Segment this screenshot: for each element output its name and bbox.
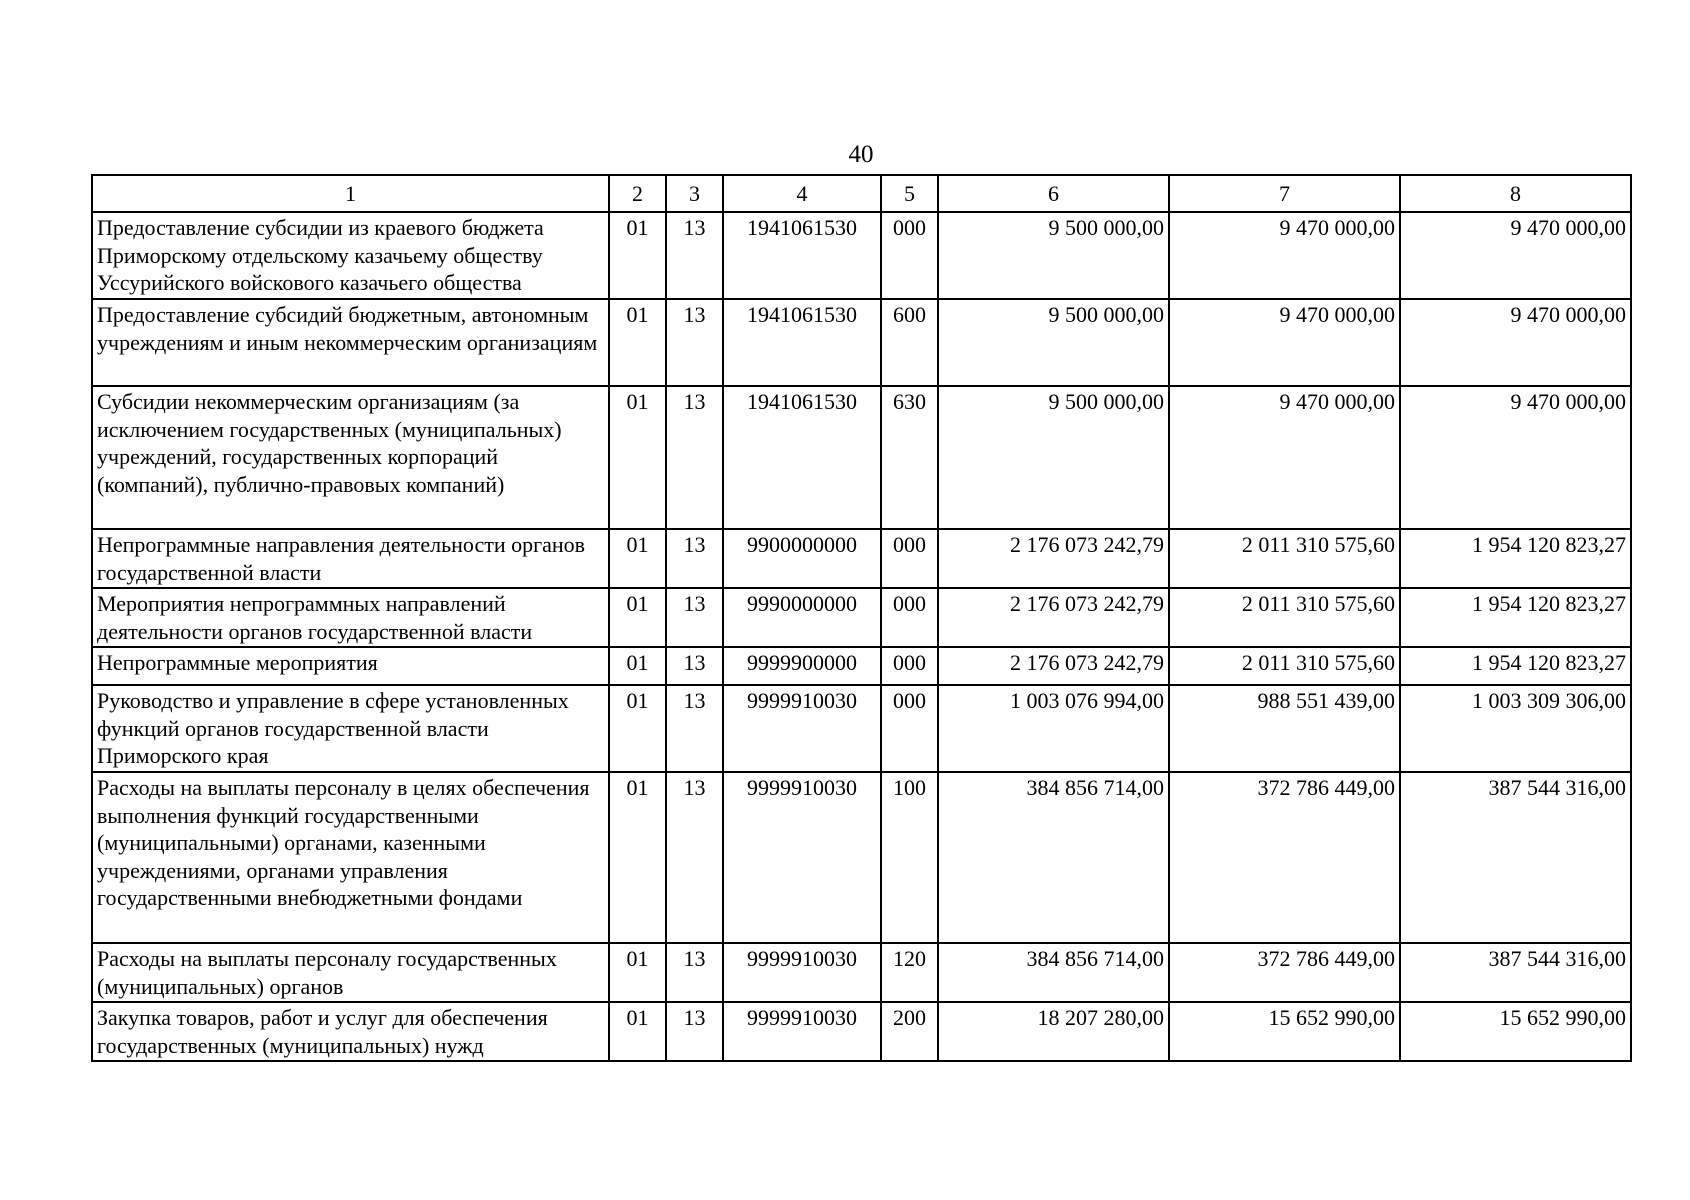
column-header-8: 8 (1400, 175, 1631, 212)
row-subsection-code: 13 (666, 772, 723, 943)
row-amount-6: 9 500 000,00 (938, 212, 1169, 299)
row-expense-type: 000 (881, 588, 938, 647)
column-header-2: 2 (609, 175, 666, 212)
row-amount-6: 384 856 714,00 (938, 943, 1169, 1002)
row-section-code: 01 (609, 685, 666, 772)
row-target-article: 9999910030 (723, 772, 881, 943)
row-amount-8: 9 470 000,00 (1400, 386, 1631, 529)
row-amount-6: 2 176 073 242,79 (938, 529, 1169, 588)
row-amount-7: 988 551 439,00 (1169, 685, 1400, 772)
row-amount-8: 1 954 120 823,27 (1400, 529, 1631, 588)
row-subsection-code: 13 (666, 685, 723, 772)
column-header-5: 5 (881, 175, 938, 212)
row-section-code: 01 (609, 588, 666, 647)
row-expense-type: 120 (881, 943, 938, 1002)
row-amount-7: 15 652 990,00 (1169, 1002, 1400, 1061)
row-amount-6: 9 500 000,00 (938, 386, 1169, 529)
column-header-1: 1 (92, 175, 609, 212)
table-row (92, 647, 1631, 685)
row-amount-6: 18 207 280,00 (938, 1002, 1169, 1061)
row-target-article: 1941061530 (723, 212, 881, 299)
row-name: Предоставление субсидий бюджетным, автономным учреждениям и иным некоммерческим организациям (92, 299, 609, 386)
row-expense-type: 100 (881, 772, 938, 943)
page-number: 40 (848, 141, 874, 168)
row-amount-7: 9 470 000,00 (1169, 212, 1400, 299)
table-row (92, 943, 1631, 1002)
row-expense-type: 600 (881, 299, 938, 386)
row-target-article: 9999910030 (723, 943, 881, 1002)
column-header-3: 3 (666, 175, 723, 212)
budget-table (91, 174, 1632, 1062)
table-row (92, 212, 1631, 299)
row-expense-type: 000 (881, 685, 938, 772)
row-section-code: 01 (609, 212, 666, 299)
row-amount-7: 372 786 449,00 (1169, 943, 1400, 1002)
row-amount-8: 1 954 120 823,27 (1400, 647, 1631, 685)
header-row (92, 175, 1631, 212)
row-amount-8: 15 652 990,00 (1400, 1002, 1631, 1061)
table-row (92, 1002, 1631, 1061)
row-subsection-code: 13 (666, 212, 723, 299)
row-subsection-code: 13 (666, 647, 723, 685)
table-header (92, 175, 1631, 212)
row-subsection-code: 13 (666, 943, 723, 1002)
row-expense-type: 000 (881, 529, 938, 588)
row-amount-7: 9 470 000,00 (1169, 299, 1400, 386)
row-amount-6: 384 856 714,00 (938, 772, 1169, 943)
row-amount-7: 372 786 449,00 (1169, 772, 1400, 943)
row-target-article: 9999910030 (723, 1002, 881, 1061)
column-header-4: 4 (723, 175, 881, 212)
row-amount-8: 1 954 120 823,27 (1400, 588, 1631, 647)
row-subsection-code: 13 (666, 299, 723, 386)
row-amount-7: 2 011 310 575,60 (1169, 529, 1400, 588)
row-target-article: 9900000000 (723, 529, 881, 588)
row-expense-type: 000 (881, 212, 938, 299)
row-name: Предоставление субсидии из краевого бюджета Приморскому отдельскому казачьему обществу Уссурийского войскового казачьего общества (92, 212, 609, 299)
row-name: Закупка товаров, работ и услуг для обеспечения государственных (муниципальных) нужд (92, 1002, 609, 1061)
table-row (92, 772, 1631, 943)
row-section-code: 01 (609, 529, 666, 588)
row-expense-type: 000 (881, 647, 938, 685)
table-row (92, 529, 1631, 588)
row-amount-6: 9 500 000,00 (938, 299, 1169, 386)
table-row (92, 588, 1631, 647)
row-amount-8: 9 470 000,00 (1400, 299, 1631, 386)
row-section-code: 01 (609, 943, 666, 1002)
row-expense-type: 200 (881, 1002, 938, 1061)
row-subsection-code: 13 (666, 1002, 723, 1061)
row-amount-6: 2 176 073 242,79 (938, 588, 1169, 647)
row-amount-6: 2 176 073 242,79 (938, 647, 1169, 685)
row-amount-8: 9 470 000,00 (1400, 212, 1631, 299)
row-amount-7: 9 470 000,00 (1169, 386, 1400, 529)
row-section-code: 01 (609, 772, 666, 943)
table-row (92, 685, 1631, 772)
row-target-article: 1941061530 (723, 386, 881, 529)
row-section-code: 01 (609, 386, 666, 529)
row-name: Мероприятия непрограммных направлений деятельности органов государственной власти (92, 588, 609, 647)
row-amount-8: 387 544 316,00 (1400, 772, 1631, 943)
row-name: Субсидии некоммерческим организациям (за исключением государственных (муниципальных) учреждений, государственных корпораций (компаний), публично-правовых компаний) (92, 386, 609, 529)
row-amount-8: 1 003 309 306,00 (1400, 685, 1631, 772)
table-row (92, 299, 1631, 386)
row-name: Расходы на выплаты персоналу в целях обеспечения выполнения функций государственными (муниципальными) органами, казенными учреждениями, органами управления государственными внебюджетными фондами (92, 772, 609, 943)
row-name: Руководство и управление в сфере установленных функций органов государственной власти Приморского края (92, 685, 609, 772)
row-subsection-code: 13 (666, 588, 723, 647)
row-section-code: 01 (609, 647, 666, 685)
table-row (92, 386, 1631, 529)
table-body (92, 212, 1631, 1061)
row-section-code: 01 (609, 299, 666, 386)
row-section-code: 01 (609, 1002, 666, 1061)
column-header-6: 6 (938, 175, 1169, 212)
row-subsection-code: 13 (666, 386, 723, 529)
row-name: Непрограммные мероприятия (92, 647, 609, 685)
row-name: Расходы на выплаты персоналу государственных (муниципальных) органов (92, 943, 609, 1002)
row-amount-7: 2 011 310 575,60 (1169, 647, 1400, 685)
row-target-article: 9999900000 (723, 647, 881, 685)
row-target-article: 9999910030 (723, 685, 881, 772)
column-header-7: 7 (1169, 175, 1400, 212)
row-name: Непрограммные направления деятельности органов государственной власти (92, 529, 609, 588)
row-amount-8: 387 544 316,00 (1400, 943, 1631, 1002)
row-subsection-code: 13 (666, 529, 723, 588)
row-target-article: 1941061530 (723, 299, 881, 386)
row-amount-6: 1 003 076 994,00 (938, 685, 1169, 772)
row-amount-7: 2 011 310 575,60 (1169, 588, 1400, 647)
row-expense-type: 630 (881, 386, 938, 529)
row-target-article: 9990000000 (723, 588, 881, 647)
